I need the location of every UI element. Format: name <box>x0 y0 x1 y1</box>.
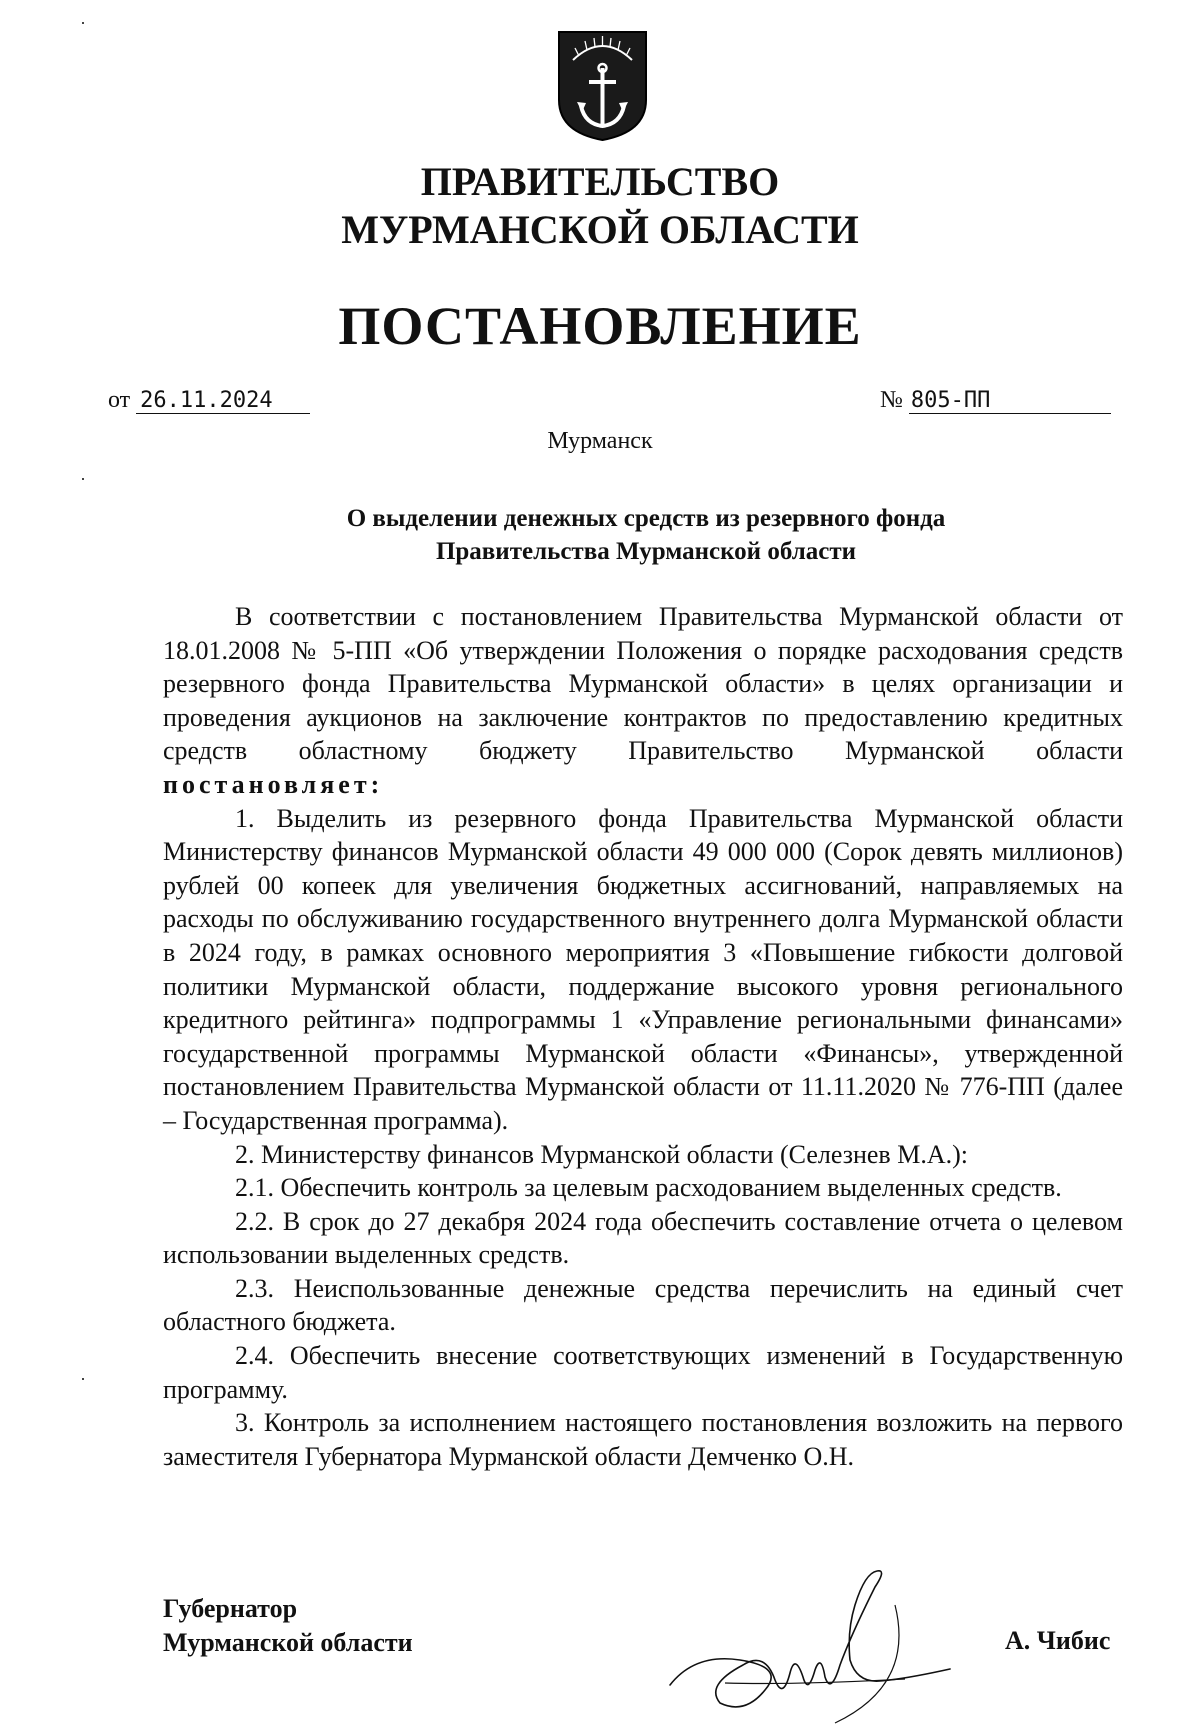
preamble-paragraph <box>163 600 1123 802</box>
city: Мурманск <box>547 428 653 454</box>
document-date: 26.11.2024 <box>136 388 310 414</box>
handwritten-signature <box>665 1565 955 1725</box>
document-number: 805-ПП <box>909 388 1111 414</box>
org-name-line2: МУРМАНСКОЙ ОБЛАСТИ <box>341 207 859 252</box>
paragraph-2-1: 2.1. Обеспечить контроль за целевым расходованием выделенных средств. <box>235 1173 1062 1203</box>
signatory-title-line1: Губернатор <box>163 1594 298 1623</box>
signatory-title-line2: Мурманской области <box>163 1628 413 1657</box>
subject-line2: Правительства Мурманской области <box>435 538 857 565</box>
paragraph-2-3: 2.3. Неиспользованные денежные средства перечислить на единый счет областного бюджета. <box>163 1273 1123 1337</box>
subject-line1: О выделении денежных средств из резервного фонда <box>346 505 946 532</box>
margin-mark <box>82 1378 84 1380</box>
paragraph-2: 2. Министерству финансов Мурманской области (Селезнев М.А.): <box>235 1139 968 1169</box>
number-row <box>880 387 1111 414</box>
date-prefix: от <box>108 387 131 413</box>
signatory-name: А. Чибис <box>1005 1626 1111 1655</box>
preamble-text: В соответствии с постановлением Правительства Мурманской области от 18.01.2008 № 5-ПП «Об утверждении Положения о порядке расходования средств резервного фонда Правительства Мурманской области» в целях организации и проведения аукционов на заключение контрактов по предоставлению кредитных средств областному бюджету Правительство Мурманской области <box>163 602 1123 766</box>
margin-mark <box>82 22 84 24</box>
murmansk-coat-of-arms-icon <box>555 28 650 143</box>
paragraph-2-2: 2.2. В срок до 27 декабря 2024 года обеспечить составление отчета о целевом использовании выделенных средств. <box>163 1206 1123 1270</box>
paragraph-2-4: 2.4. Обеспечить внесение соответствующих изменений в Государственную программу. <box>163 1341 1123 1404</box>
paragraph-1: 1. Выделить из резервного фонда Правительства Мурманской области Министерству финансов Мурманской области 49 000 000 (Сорок девять миллионов) рублей 00 копеек для увеличения бюджетных ассигнований, направляемых на расходы по обслуживанию государственного внутреннего долга Мурманской области в 2024 году, в рамках основного мероприятия 3 «Повышение гибкости долговой политики Мурманской области, поддержание высокого уровня регионального кредитного рейтинга» подпрограммы 1 «Управление региональными финансами» государственной программы Мурманской области «Финансы», утвержденной постановлением Правительства Мурманской области от 11.11.2020 № 776-ПП (далее – Государственная программа). <box>163 803 1123 1135</box>
document-body <box>163 600 1123 1473</box>
org-name-line1: ПРАВИТЕЛЬСТВО <box>420 159 780 204</box>
signatory-title <box>163 1592 413 1660</box>
number-prefix: № <box>880 387 903 413</box>
paragraph-3: 3. Контроль за исполнением настоящего постановления возложить на первого заместителя Губернатора Мурманской области Демченко О.Н. <box>163 1408 1123 1471</box>
margin-mark <box>82 478 84 480</box>
resolves-word: постановляет: <box>163 769 384 799</box>
date-row <box>108 387 310 414</box>
document-subject <box>0 502 1200 568</box>
document-type: ПОСТАНОВЛЕНИЕ <box>338 296 862 356</box>
